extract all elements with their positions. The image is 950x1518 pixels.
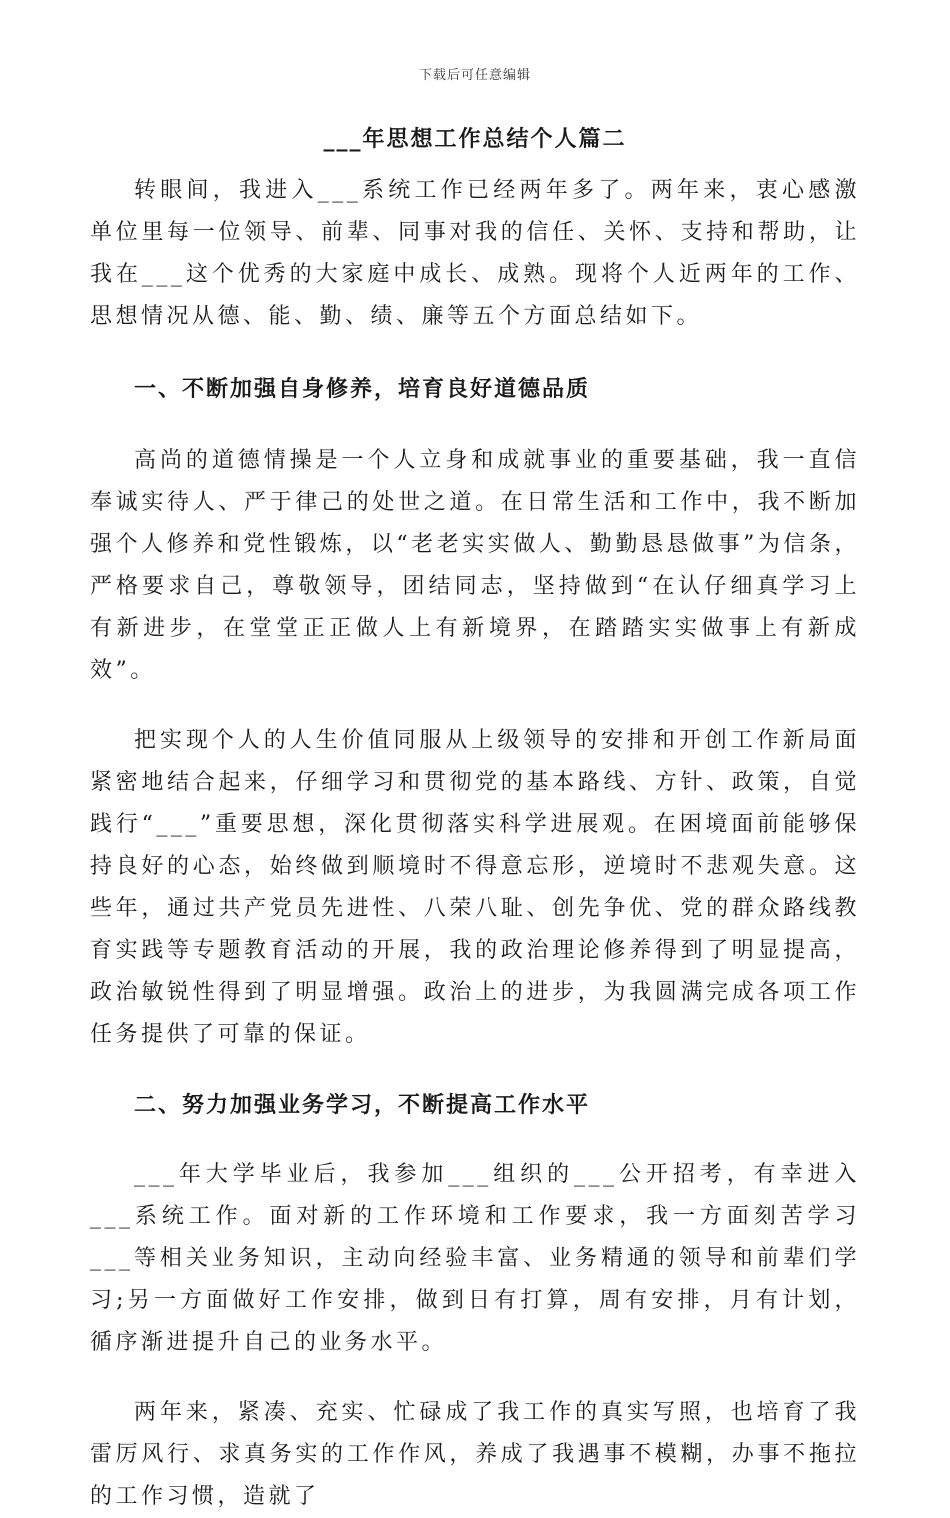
section-heading-1: 一、不断加强自身修养，培育良好道德品质 xyxy=(134,376,591,402)
section-heading-2: 二、努力加强业务学习，不断提高工作水平 xyxy=(134,1092,591,1118)
paragraph-1: 高尚的道德情操是一个人立身和成就事业的重要基础，我一直信奉诚实待人、严于律己的处世之道。在日常生活和工作中，我不断加强个人修养和党性锻炼，以“老老实实做人、勤勤恳恳做事”为信条，严格要求自己，尊敬领导，团结同志，坚持做到“在认仔细真学习上有新进步，在堂堂正正做人上有新境界，在踏踏实实做事上有新成效”。 xyxy=(90,448,860,683)
header-note: 下载后可任意编辑 xyxy=(418,68,531,83)
document-body xyxy=(90,170,860,1518)
paragraph-2: 把实现个人的人生价值同服从上级领导的安排和开创工作新局面紧密地结合起来，仔细学习和贯彻党的基本路线、方针、政策，自觉践行“___”重要思想，深化贯彻落实科学进展观。在困境面前能够保持良好的心态，始终做到顺境时不得意忘形，逆境时不悲观失意。这些年，通过共产党员先进性、八荣八耻、创先争优、党的群众路线教育实践等专题教育活动的开展，我的政治理论修养得到了明显提高，政治敏锐性得到了明显增强。政治上的进步，为我圆满完成各项工作任务提供了可靠的保证。 xyxy=(90,728,860,1047)
paragraph-3: ___年大学毕业后，我参加___组织的___公开招考，有幸进入___系统工作。面对新的工作环境和工作要求，我一方面刻苦学习___等相关业务知识，主动向经验丰富、业务精通的领导和前辈们学习;另一方面做好工作安排，做到日有打算，周有安排，月有计划，循序渐进提升自己的业务水平。 xyxy=(90,1162,860,1355)
page-title: ___年思想工作总结个人篇二 xyxy=(323,126,627,152)
paragraph-4: 两年来，紧凑、充实、忙碌成了我工作的真实写照，也培育了我雷厉风行、求真务实的工作作风，养成了我遇事不模糊，办事不拖拉的工作习惯，造就了 xyxy=(90,1400,860,1509)
intro-paragraph: 转眼间，我进入___系统工作已经两年多了。两年来，衷心感激单位里每一位领导、前辈、同事对我的信任、关怀、支持和帮助，让我在___这个优秀的大家庭中成长、成熟。现将个人近两年的工作、思想情况从德、能、勤、绩、廉等五个方面总结如下。 xyxy=(90,178,860,329)
